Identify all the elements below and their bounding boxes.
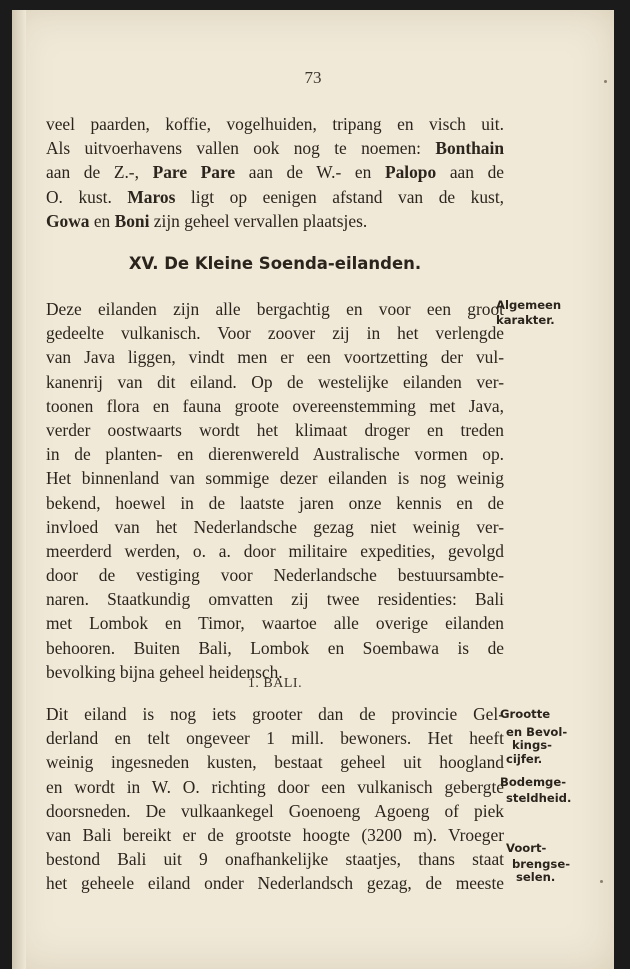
margin-note-voort xyxy=(496,842,576,885)
text-line: doorsneden. De vulkaankegel Goenoeng Agoeng of piek xyxy=(46,800,504,821)
text-line: in de planten- en dierenwereld Australische vormen op. xyxy=(46,444,504,465)
margin-note-line: Algemeen xyxy=(496,298,562,312)
text-line: toonen flora en fauna groote overeenstemming met Java, xyxy=(46,395,504,416)
chapter-heading: XV. De Kleine Soenda-eilanden. xyxy=(128,254,422,273)
text-run: O. kust. xyxy=(46,186,128,207)
text-line: kanenrij van dit eiland. Op de westelijke eilanden ver- xyxy=(46,371,504,392)
place-name: Pare Pare xyxy=(152,162,236,183)
place-name: Maros xyxy=(127,186,176,207)
text-line: weinig ingesneden kusten, bestaat geheel uit hoogland xyxy=(46,752,504,773)
text-line: het geheele eiland onder Nederlandsch gezag, de meeste xyxy=(46,873,504,894)
text-line xyxy=(46,112,504,136)
text-run: ligt op eenigen afstand van de kust, xyxy=(175,186,504,207)
text-line: van Java liggen, vindt men er een voortzetting der vul- xyxy=(46,347,504,368)
place-name: Gowa xyxy=(46,210,90,231)
margin-note-bodem xyxy=(496,776,576,805)
text-line: bestond Bali uit 9 onafhankelijke staatjes, thans staat xyxy=(46,849,504,870)
margin-note-line: brengse- xyxy=(512,856,571,871)
margin-note-line: selen. xyxy=(516,870,556,884)
margin-note-line: kings- xyxy=(512,738,552,752)
place-name: Palopo xyxy=(384,162,437,183)
margin-note-line: cijfer. xyxy=(506,751,543,766)
text-line: derland en telt ongeveer 1 mill. bewoners. Het heeft xyxy=(46,728,504,749)
margin-note-line: Voort- xyxy=(506,841,547,855)
paper-speck xyxy=(600,880,603,883)
text-line xyxy=(46,209,504,233)
section-heading-bali: 1. BALI. xyxy=(247,676,303,691)
text-line: Deze eilanden zijn alle bergachtig en voor een groot xyxy=(46,299,504,319)
paragraph-bali xyxy=(46,702,504,896)
text-line: met Lombok en Timor, waartoe alle overige eilanden xyxy=(46,613,504,634)
text-line: Dit eiland is nog iets grooter dan de provincie Gel- xyxy=(46,704,504,724)
margin-note-line: Bodemge- xyxy=(500,775,567,789)
text-line: en wordt in W. O. richting door een vulkanisch gebergte xyxy=(46,776,504,797)
text-run: aan de Z.-, xyxy=(46,162,153,183)
paragraph-kleine-soenda xyxy=(46,297,504,684)
page-number: 73 xyxy=(304,68,322,87)
paper-speck xyxy=(604,80,607,83)
place-name: Bonthain xyxy=(435,138,504,159)
text-line: van Bali bereikt er de grootste hoogte (3200 m). Vroeger xyxy=(46,824,504,845)
margin-note-algemeen xyxy=(496,299,576,327)
text-line: verder oostwaarts wordt het klimaat droger en treden xyxy=(46,419,504,440)
text-line: bekend, hoewel in de laatste jaren onze kennis en de xyxy=(46,492,504,513)
text-run: aan de xyxy=(436,162,505,183)
margin-note-line: steldheid. xyxy=(506,790,572,805)
text-run: veel paarden, koffie, vogelhuiden, tripang en visch uit. xyxy=(46,114,504,134)
place-name: Boni xyxy=(114,210,150,231)
margin-note-line: Grootte xyxy=(500,707,551,721)
text-run: Als uitvoerhavens vallen ook nog te noemen: xyxy=(46,138,436,159)
text-line: bevolking bijna geheel heidensch. xyxy=(46,661,283,682)
page-gutter-shadow xyxy=(12,10,26,969)
text-run: aan de W.- en xyxy=(235,162,385,183)
text-line: door de vestiging voor Nederlandsche bestuursambte- xyxy=(46,565,504,586)
text-line: naren. Staatkundig omvatten zij twee residenties: Bali xyxy=(46,589,504,610)
text-line xyxy=(46,185,504,209)
text-line: Het binnenland van sommige dezer eilanden is nog weinig xyxy=(46,468,504,489)
text-line: invloed van het Nederlandsche gezag niet weinig ver- xyxy=(46,516,504,537)
text-line: meerderd werden, o. a. door militaire expedities, gevolgd xyxy=(46,540,504,561)
margin-note-line: karakter. xyxy=(496,312,555,327)
text-run: en xyxy=(89,210,115,231)
text-line: behooren. Buiten Bali, Lombok en Soembawa is de xyxy=(46,637,504,658)
text-run: zijn geheel vervallen plaatsjes. xyxy=(149,210,368,231)
book-page xyxy=(12,10,614,969)
text-line xyxy=(46,160,504,184)
text-line: gedeelte vulkanisch. Voor zoover zij in het verlengde xyxy=(46,323,504,344)
margin-note-line: en Bevol- xyxy=(506,724,568,739)
paragraph-makassar-ports xyxy=(46,112,504,233)
margin-note-grootte xyxy=(496,708,576,766)
text-line xyxy=(46,136,504,160)
